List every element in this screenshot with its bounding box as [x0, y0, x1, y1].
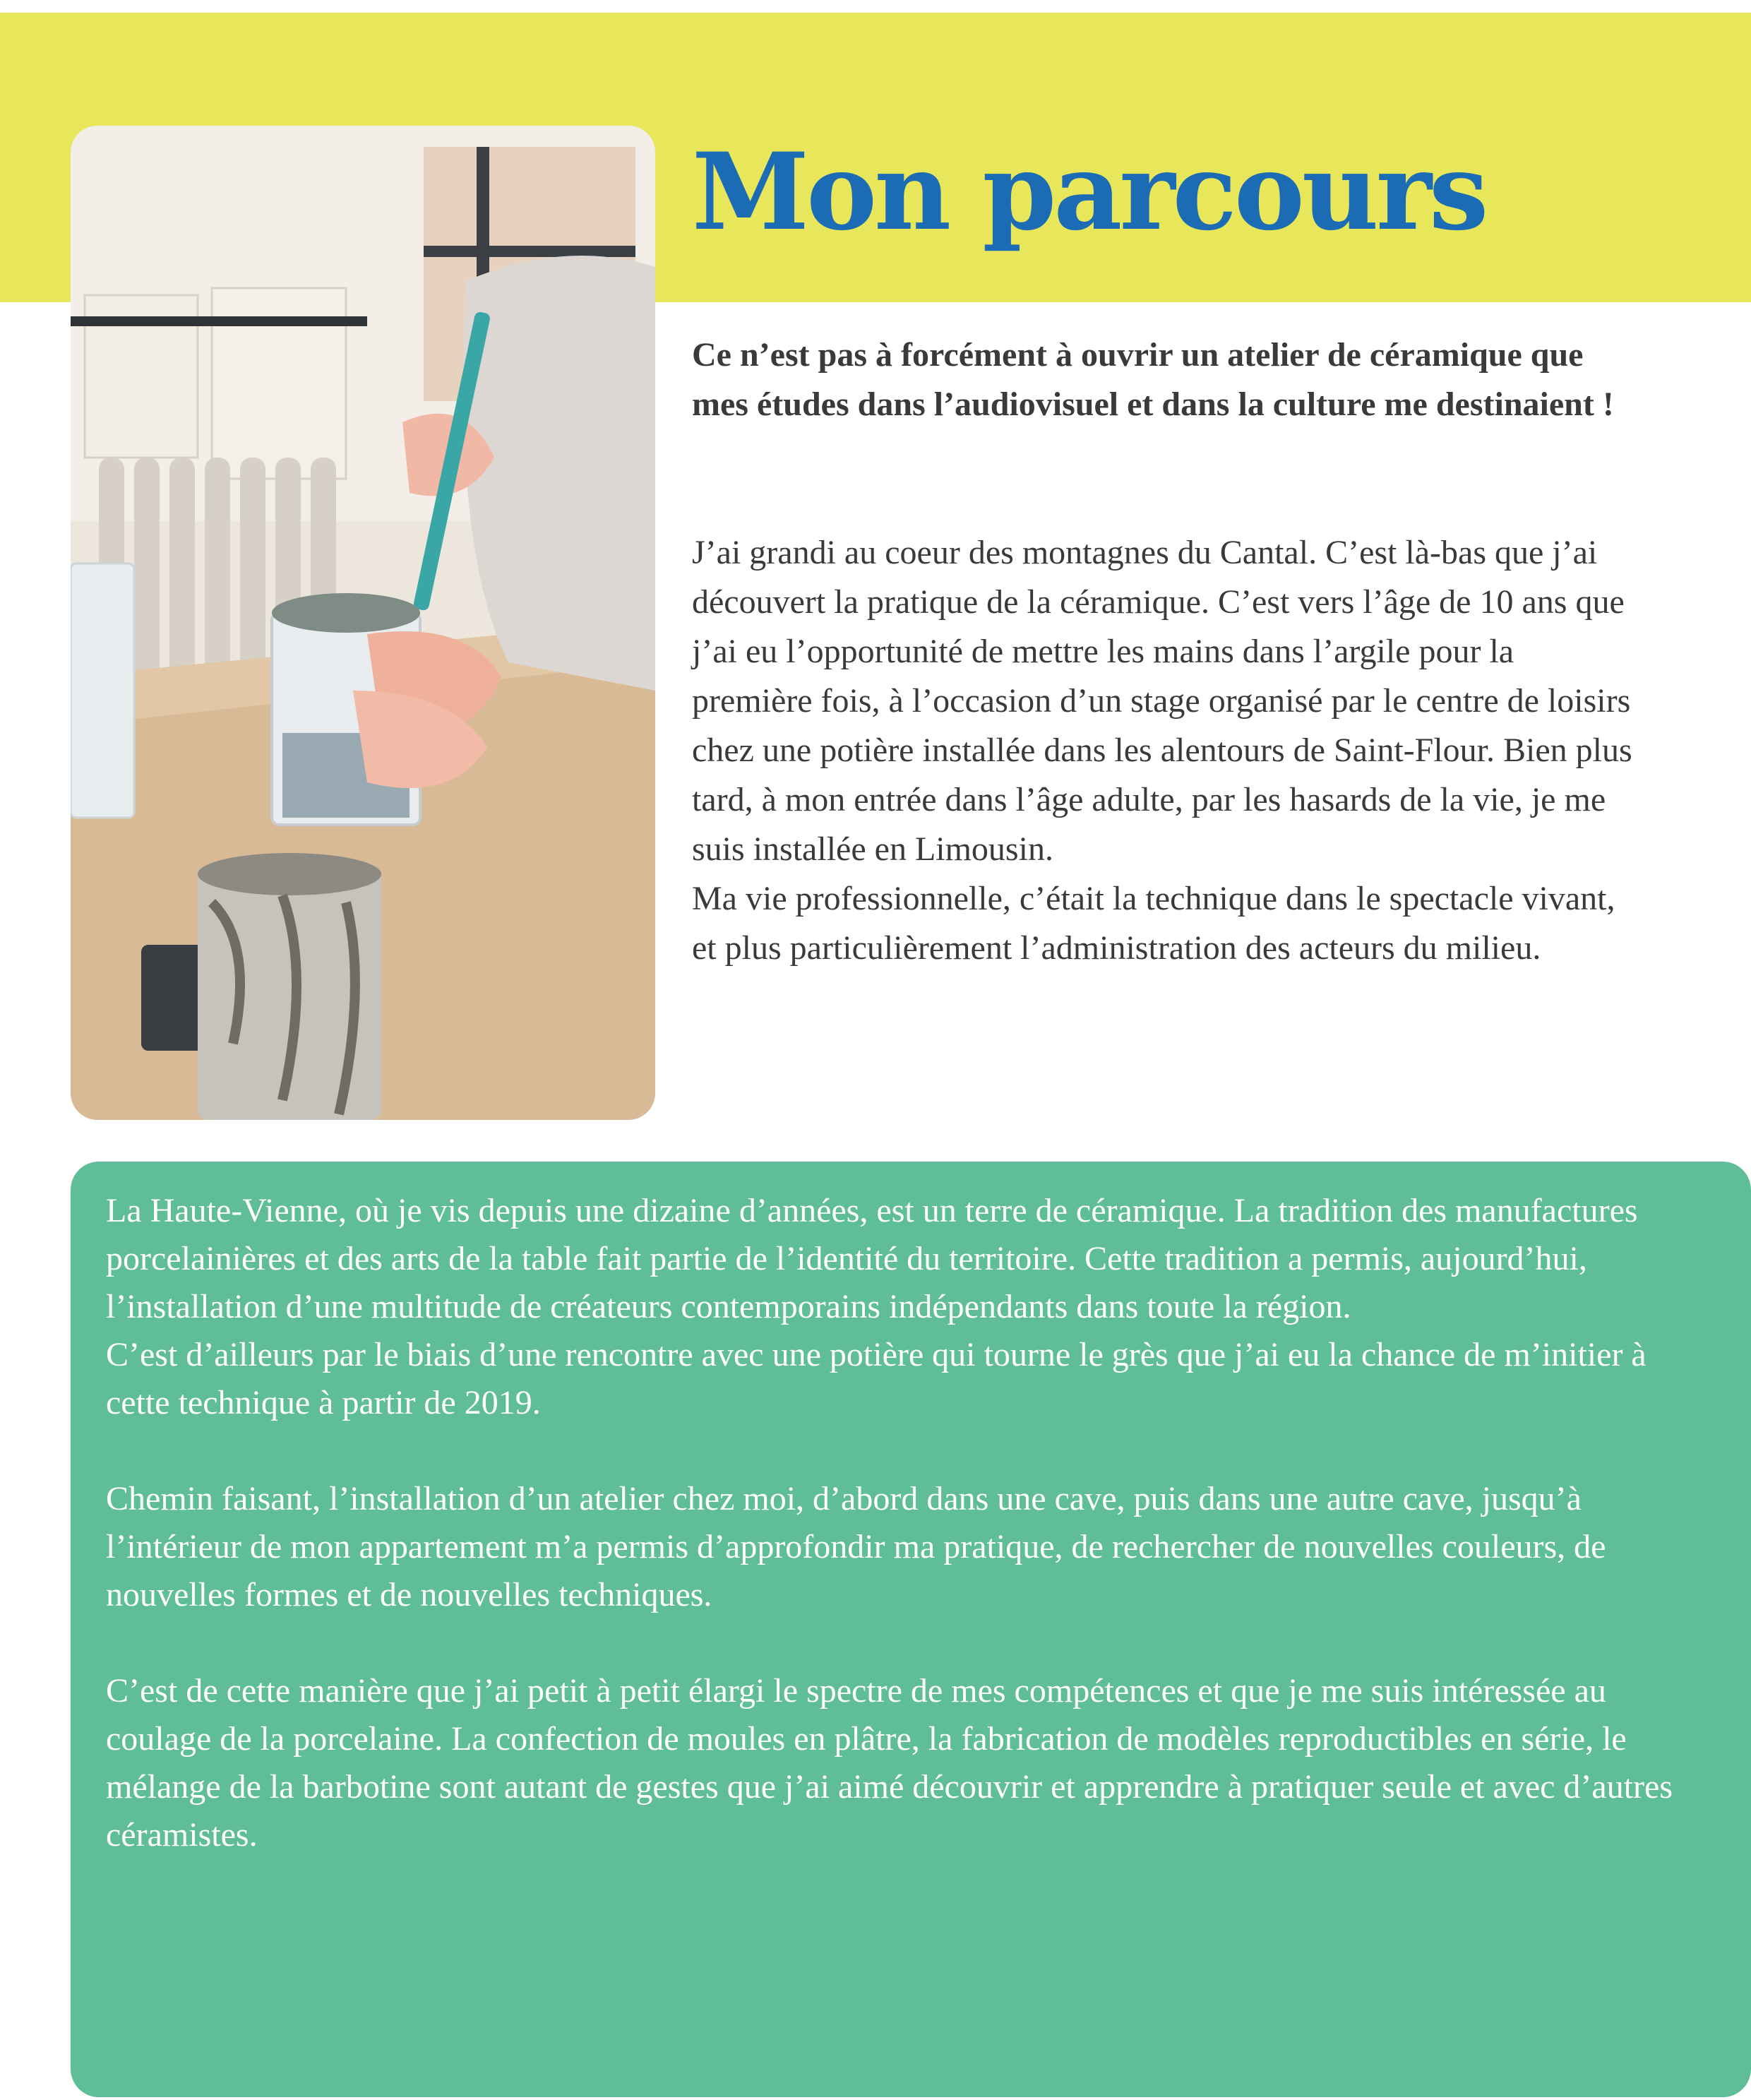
paragraph-spacer — [106, 1619, 1751, 1667]
paragraph-spacer — [106, 1427, 1751, 1475]
ceramics-photo — [71, 126, 655, 1120]
box-paragraph: La Haute-Vienne, où je vis depuis une dizaine d’années, est un terre de céramique. La tradition des manufactures porcelainières et des arts de la table fait partie de l’identité du territoire. Cette tradition a permis, aujourd’hui, l’installation d’une multitude de créateurs contemporains indépendants dans toute la région. — [106, 1192, 1638, 1325]
page-title: Mon parcours — [692, 130, 1486, 254]
box-paragraph: C’est d’ailleurs par le biais d’une rencontre avec une potière qui tourne le grès que j’ai eu la chance de m’initier à cette technique à partir de 2019. — [106, 1336, 1647, 1421]
box-paragraph: C’est de cette manière que j’ai petit à petit élargi le spectre de mes compétences et que je me suis intéressée au coulage de la porcelaine. La confection de moules en plâtre, la fabrication de modèles reproductibles en série, le mélange de la barbotine sont autant de gestes que j’ai aimé découvrir et apprendre à pratiquer seule et avec d’autres céramistes. — [106, 1672, 1673, 1854]
green-text-box — [71, 1162, 1751, 2097]
column-paragraph: J’ai grandi au coeur des montagnes du Cantal. C’est là-bas que j’ai découvert la pratique de la céramique. C’est vers l’âge de 10 ans que j’ai eu l’opportunité de mettre les mains dans l’argile pour la première fois, à l’occasion d’un stage organisé par le centre de loisirs chez une potière installée dans les alentours de Saint-Flour. Bien plus tard, à mon entrée dans l’âge adulte, par les hasards de la vie, je me suis installée en Limousin. — [692, 534, 1632, 868]
photo-illustration — [71, 126, 655, 1120]
column-text — [692, 528, 1638, 973]
intro-text: Ce n’est pas à forcément à ouvrir un atelier de céramique que mes études dans l’audiovisuel et dans la culture me destinaient ! — [692, 336, 1614, 423]
box-paragraph: Chemin faisant, l’installation d’un atelier chez moi, d’abord dans une cave, puis dans une autre cave, jusqu’à l’intérieur de mon appartement m’a permis d’approfondir ma pratique, de rechercher de nouvelles couleurs, de nouvelles formes et de nouvelles techniques. — [106, 1480, 1606, 1613]
column-paragraph: Ma vie professionnelle, c’était la technique dans le spectacle vivant, et plus particulièrement l’administration des acteurs du milieu. — [692, 880, 1615, 967]
